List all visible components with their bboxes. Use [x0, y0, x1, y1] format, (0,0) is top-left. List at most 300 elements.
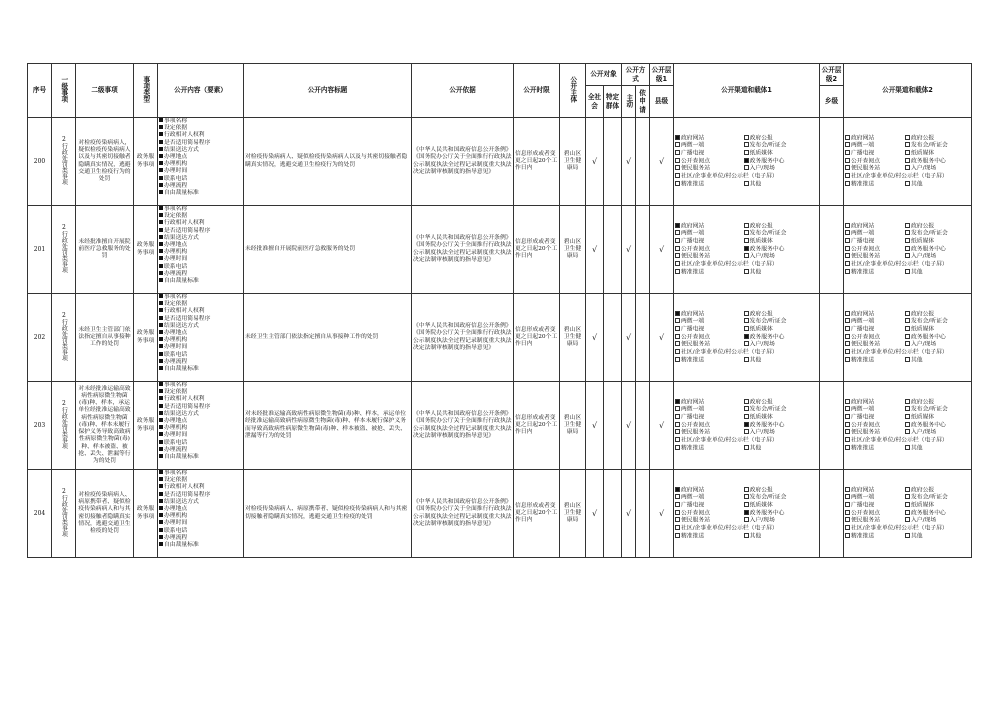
channel-option: [675, 429, 744, 437]
element-item: [159, 528, 242, 535]
channel-option: [744, 253, 775, 261]
bullet-square-icon: [159, 183, 163, 187]
checkbox-empty-icon: [845, 525, 850, 530]
bullet-square-icon: [159, 140, 163, 144]
element-label: 办理地点: [164, 154, 188, 161]
channel-row: [845, 437, 970, 445]
bullet-square-icon: [159, 249, 163, 253]
element-label: 是否适用简易程序: [164, 315, 211, 322]
checkbox-empty-icon: [845, 357, 850, 362]
checkbox-empty-icon: [905, 406, 910, 411]
checkbox-empty-icon: [845, 158, 850, 163]
channel-option: [744, 135, 773, 143]
table-row: [28, 470, 972, 558]
checkbox-empty-icon: [845, 246, 850, 251]
bullet-square-icon: [159, 535, 163, 539]
channel-option: [675, 533, 744, 541]
row-time: 信息形成或者变更之日起20个工作日内: [514, 382, 560, 470]
channel-option: [845, 223, 905, 231]
checkbox-empty-icon: [675, 158, 680, 163]
bullet-square-icon: [159, 484, 163, 488]
bullet-square-icon: [159, 278, 163, 282]
channel-label: 发布会/听证会: [749, 406, 787, 413]
channel-row: [845, 422, 970, 430]
element-label: 办理机构: [164, 249, 188, 256]
bullet-square-icon: [159, 190, 163, 194]
row-elements: [158, 206, 244, 294]
checkbox-empty-icon: [905, 238, 910, 243]
element-label: 联系电话: [164, 351, 188, 358]
channel-label: 入户/现场: [749, 517, 775, 524]
bullet-square-icon: [159, 228, 163, 232]
channel-row: [845, 173, 970, 181]
checkbox-empty-icon: [845, 406, 850, 411]
checkbox-empty-icon: [905, 326, 910, 331]
channel-option: [744, 341, 775, 349]
channel-option: [744, 502, 773, 510]
header-level1-group: 公开层级1: [650, 64, 674, 86]
channel-option: [675, 253, 744, 261]
channel-option: [845, 173, 948, 181]
header-target-all: 全社会: [586, 86, 604, 118]
channel-label: 精准推送: [681, 181, 705, 188]
checkbox-empty-icon: [845, 150, 850, 155]
row-method-request: [636, 118, 650, 206]
bullet-square-icon: [159, 235, 163, 239]
channel-row: [845, 502, 970, 510]
channel-row: [675, 399, 818, 407]
channel-label: 其他: [911, 445, 923, 452]
element-label: 办理时间: [164, 256, 188, 263]
element-item: [159, 440, 242, 447]
channel-label: 政府公报: [911, 487, 935, 494]
channel-option: [744, 494, 787, 502]
channel-label: 广播电视: [681, 326, 705, 333]
channel-option: [905, 445, 923, 453]
checkbox-empty-icon: [845, 173, 850, 178]
header-method: 公开方式: [622, 64, 650, 86]
element-item: [159, 411, 242, 418]
row-channel1: [674, 118, 820, 206]
channel-row: [675, 181, 818, 189]
header-item-type: 事项类型: [134, 64, 158, 118]
channel-label: 政务服务中心: [911, 158, 946, 165]
channel-option: [675, 502, 744, 510]
row-subject: 碧山区卫生健康局: [560, 294, 586, 382]
element-label: 是否适用简易程序: [164, 403, 211, 410]
channel-option: [675, 357, 744, 365]
checkbox-empty-icon: [905, 253, 910, 258]
element-item: [159, 366, 242, 373]
bullet-square-icon: [159, 404, 163, 408]
row-title: 对检疫传染病病人、病原携带者、疑似检疫传染病病人和与其密切接触者隐瞒真实情况，逃避交通卫生检疫的处罚: [244, 470, 412, 558]
element-label: 自由裁量标准: [164, 366, 199, 373]
row-county: √: [650, 470, 674, 558]
checkbox-empty-icon: [905, 181, 910, 186]
checkbox-empty-icon: [675, 269, 680, 274]
header-method-request: 依申请: [636, 86, 650, 118]
header-level1: 一级事项: [52, 64, 76, 118]
channel-option: [675, 150, 744, 158]
element-label: 是否适用简易程序: [164, 139, 211, 146]
channel-label: 广播电视: [851, 326, 875, 333]
checkbox-empty-icon: [905, 334, 910, 339]
row-level1: 2行政处罚类事项: [52, 470, 76, 558]
row-target-specific: [604, 118, 622, 206]
channel-label: 其他: [911, 533, 923, 540]
channel-row: [845, 399, 970, 407]
channel-label: 政务服务中心: [749, 158, 785, 165]
channel-label: 公开查阅点: [681, 422, 710, 429]
bullet-square-icon: [159, 125, 163, 129]
channel-label: 社区/企事业单位/村公示栏（电子屏）: [851, 173, 948, 180]
channel-row: [845, 223, 970, 231]
checkbox-empty-icon: [744, 341, 749, 346]
checkbox-empty-icon: [905, 487, 910, 492]
bullet-square-icon: [159, 418, 163, 422]
channel-option: [845, 422, 905, 430]
row-target-all: √: [586, 294, 604, 382]
row-method-request: [636, 382, 650, 470]
channel-option: [675, 445, 744, 453]
channel-label: 社区/企事业单位/村公示栏（电子屏）: [681, 349, 778, 356]
row-subject: 碧山区卫生健康局: [560, 118, 586, 206]
row-elements: [158, 470, 244, 558]
channel-label: 两微一端: [681, 142, 705, 149]
channel-option: [905, 269, 923, 277]
channel-option: [744, 238, 773, 246]
checkbox-empty-icon: [675, 414, 680, 419]
checkbox-empty-icon: [905, 230, 910, 235]
element-label: 办理流程: [164, 270, 188, 277]
checkbox-empty-icon: [845, 135, 850, 140]
element-label: 办理地点: [164, 242, 188, 249]
header-target-specific: 特定群体: [604, 86, 622, 118]
channel-option: [744, 326, 773, 334]
element-label: 是否适用简易程序: [164, 491, 211, 498]
row-time: 信息形成或者变更之日起20个工作日内: [514, 470, 560, 558]
header-subject: 公开主体: [560, 64, 586, 118]
row-method-request: [636, 294, 650, 382]
bullet-square-icon: [159, 256, 163, 260]
channel-option: [845, 487, 905, 495]
element-item: [159, 535, 242, 542]
bullet-square-icon: [159, 440, 163, 444]
element-item: [159, 323, 242, 330]
checkbox-empty-icon: [744, 318, 749, 323]
channel-row: [845, 414, 970, 422]
checkbox-empty-icon: [905, 517, 910, 522]
channel-label: 社区/企事业单位/村公示栏（电子屏）: [851, 261, 948, 268]
channel-label: 广播电视: [681, 414, 705, 421]
checkbox-empty-icon: [905, 414, 910, 419]
channel-option: [675, 142, 744, 150]
row-township: [820, 294, 844, 382]
row-seq: 202: [28, 294, 52, 382]
checkbox-empty-icon: [845, 422, 850, 427]
channel-label: 入户/现场: [749, 341, 775, 348]
checkbox-empty-icon: [744, 445, 749, 450]
checkbox-empty-icon: [675, 437, 680, 442]
channel-option: [905, 502, 934, 510]
element-label: 设定依据: [164, 389, 188, 396]
channel-option: [675, 494, 744, 502]
channel-option: [905, 165, 936, 173]
channel-option: [905, 533, 923, 541]
channel-label: 公开查阅点: [681, 246, 710, 253]
bullet-square-icon: [159, 425, 163, 429]
channel-row: [675, 437, 818, 445]
channel-label: 发布会/听证会: [749, 494, 787, 501]
channel-option: [744, 165, 775, 173]
element-item: [159, 344, 242, 351]
channel-option: [675, 414, 744, 422]
channel-option: [675, 269, 744, 277]
channel-label: 纸质媒体: [749, 238, 773, 245]
checkbox-empty-icon: [744, 533, 749, 538]
table-row: [28, 206, 972, 294]
element-label: 自由裁量标准: [164, 454, 199, 461]
element-label: 设定依据: [164, 213, 188, 220]
checkbox-empty-icon: [845, 253, 850, 258]
channel-option: [845, 269, 905, 277]
checkbox-empty-icon: [675, 253, 680, 258]
channel-row: [675, 517, 818, 525]
channel-label: 精准推送: [851, 533, 875, 540]
checkbox-empty-icon: [675, 341, 680, 346]
channel-option: [744, 422, 785, 430]
channel-label: 便民服务站: [851, 165, 880, 172]
row-level2: 对检疫传染病病人、病原携带者、疑似检疫传染病病人和与其密切接触者隐瞒真实情况，逃避交通卫生检疫的处罚: [76, 470, 134, 558]
element-label: 设定依据: [164, 477, 188, 484]
element-label: 结果送达方式: [164, 234, 199, 241]
checkbox-empty-icon: [845, 238, 850, 243]
channel-label: 其他: [749, 357, 762, 364]
row-subject: 碧山区卫生健康局: [560, 382, 586, 470]
bullet-square-icon: [159, 382, 163, 386]
checkbox-empty-icon: [744, 269, 749, 274]
row-level1: 2行政处罚类事项: [52, 382, 76, 470]
checkbox-empty-icon: [845, 261, 850, 266]
checkbox-empty-icon: [675, 181, 680, 186]
element-label: 办理时间: [164, 168, 188, 175]
row-channel2: [844, 382, 972, 470]
element-label: 结果送达方式: [164, 410, 199, 417]
channel-label: 政府公报: [911, 311, 935, 318]
element-label: 联系电话: [164, 439, 188, 446]
channel-option: [905, 311, 934, 319]
channel-option: [675, 311, 744, 319]
channel-row: [675, 326, 818, 334]
bullet-square-icon: [159, 213, 163, 217]
channel-option: [675, 406, 744, 414]
channel-label: 政府公报: [749, 135, 773, 142]
channel-row: [845, 326, 970, 334]
channel-option: [744, 533, 762, 541]
element-label: 设定依据: [164, 125, 188, 132]
channel-option: [845, 429, 905, 437]
element-item: [159, 359, 242, 366]
channel-row: [675, 357, 818, 365]
channel-option: [845, 414, 905, 422]
channel-label: 入户/现场: [911, 517, 937, 524]
element-item: [159, 183, 242, 190]
channel-label: 两微一端: [851, 230, 875, 237]
bullet-square-icon: [159, 176, 163, 180]
channel-option: [905, 487, 934, 495]
channel-label: 广播电视: [681, 150, 705, 157]
element-label: 办理时间: [164, 432, 188, 439]
channel-row: [675, 341, 818, 349]
channel-label: 精准推送: [681, 445, 705, 452]
channel-option: [744, 181, 762, 189]
row-seq: 201: [28, 206, 52, 294]
bullet-square-icon: [159, 396, 163, 400]
row-title: 未经批准擅自开展院前医疗急救服务的处罚: [244, 206, 412, 294]
header-content-title: 公开内容标题: [244, 64, 412, 118]
channel-label: 公开查阅点: [851, 246, 880, 253]
bullet-square-icon: [159, 147, 163, 151]
channel-option: [905, 510, 946, 518]
channel-label: 纸质媒体: [911, 150, 935, 157]
channel-row: [675, 414, 818, 422]
channel-row: [845, 406, 970, 414]
channel-label: 政务服务中心: [749, 246, 785, 253]
channel-label: 政务服务中心: [749, 422, 785, 429]
element-item: [159, 271, 242, 278]
row-elements: [158, 294, 244, 382]
channel-label: 公开查阅点: [681, 510, 710, 517]
row-level2: 未经批准擅自开展院前医疗急救服务的处罚: [76, 206, 134, 294]
channel-row: [675, 406, 818, 414]
bullet-square-icon: [159, 294, 163, 298]
channel-row: [845, 135, 970, 143]
checkbox-empty-icon: [744, 238, 749, 243]
channel-label: 社区/企事业单位/村公示栏（电子屏）: [681, 437, 778, 444]
row-level2: 对未经批准运输高致病性病原微生物菌(毒)种、样本，承运单位经批准运输高致病性病原微生物菌(毒)种、样本未履行保护义务导致高致病性病原微生物菌(毒)种、样本被盗、被抢、丢失、泄漏等行为的处罚: [76, 382, 134, 470]
checkbox-empty-icon: [744, 326, 749, 331]
channel-label: 政府网站: [851, 135, 875, 142]
bullet-square-icon: [159, 206, 163, 210]
bullet-square-icon: [159, 308, 163, 312]
checkbox-checked-icon: [675, 399, 680, 404]
channel-row: [675, 318, 818, 326]
bullet-square-icon: [159, 411, 163, 415]
channel-label: 广播电视: [851, 238, 875, 245]
channel-row: [675, 334, 818, 342]
channel-label: 政府网站: [851, 311, 875, 318]
row-seq: 204: [28, 470, 52, 558]
channel-label: 其他: [749, 445, 762, 452]
checkbox-empty-icon: [905, 422, 910, 427]
bullet-square-icon: [159, 542, 163, 546]
channel-label: 入户/现场: [911, 341, 937, 348]
channel-row: [675, 230, 818, 238]
row-type: 政务服务事项: [134, 118, 158, 206]
channel-label: 其他: [911, 269, 923, 276]
checkbox-empty-icon: [845, 349, 850, 354]
checkbox-empty-icon: [675, 142, 680, 147]
channel-label: 便民服务站: [681, 165, 710, 172]
channel-label: 政府网站: [851, 487, 875, 494]
checkbox-empty-icon: [845, 142, 850, 147]
channel-option: [744, 230, 787, 238]
channel-label: 纸质媒体: [749, 414, 773, 421]
row-level1: 2行政处罚类事项: [52, 118, 76, 206]
checkbox-empty-icon: [675, 357, 680, 362]
channel-label: 精准推送: [851, 357, 875, 364]
bullet-square-icon: [159, 242, 163, 246]
channel-option: [845, 510, 905, 518]
channel-row: [845, 311, 970, 319]
channel-label: 发布会/听证会: [911, 142, 948, 149]
checkbox-empty-icon: [744, 414, 749, 419]
checkbox-empty-icon: [845, 510, 850, 515]
checkbox-empty-icon: [675, 502, 680, 507]
channel-option: [675, 318, 744, 326]
element-label: 结果送达方式: [164, 498, 199, 505]
channel-option: [675, 510, 744, 518]
channel-label: 政府公报: [749, 399, 773, 406]
row-method-active: √: [622, 294, 636, 382]
element-item: [159, 140, 242, 147]
checkbox-empty-icon: [845, 533, 850, 538]
checkbox-empty-icon: [905, 399, 910, 404]
checkbox-empty-icon: [845, 414, 850, 419]
checkbox-empty-icon: [744, 311, 749, 316]
checkbox-empty-icon: [845, 341, 850, 346]
checkbox-empty-icon: [675, 510, 680, 515]
row-basis: 《中华人民共和国政府信息公开条例》 《国务院办公厅关于全面推行行政执法公示制度执法全过程记录制度重大执法决定法制审核制度的指导意见》: [412, 382, 514, 470]
row-type: 政务服务事项: [134, 470, 158, 558]
checkbox-empty-icon: [845, 334, 850, 339]
checkbox-empty-icon: [744, 150, 749, 155]
channel-label: 公开查阅点: [681, 158, 710, 165]
channel-option: [845, 246, 905, 254]
channel-option: [905, 494, 948, 502]
channel-option: [905, 223, 934, 231]
channel-row: [845, 429, 970, 437]
checkbox-empty-icon: [845, 181, 850, 186]
channel-row: [675, 502, 818, 510]
channel-option: [845, 158, 905, 166]
element-label: 办理地点: [164, 330, 188, 337]
bullet-square-icon: [159, 477, 163, 481]
channel-option: [905, 422, 946, 430]
channel-label: 公开查阅点: [681, 334, 710, 341]
channel-label: 便民服务站: [681, 429, 710, 436]
channel-label: 政府公报: [911, 135, 935, 142]
channel-row: [675, 445, 818, 453]
channel-label: 发布会/听证会: [749, 318, 787, 325]
element-label: 行政相对人权利: [164, 220, 205, 227]
channel-option: [845, 525, 948, 533]
channel-option: [744, 445, 762, 453]
channel-option: [675, 487, 744, 495]
row-time: 信息形成或者变更之日起20个工作日内: [514, 118, 560, 206]
channel-option: [675, 261, 778, 269]
channel-option: [675, 422, 744, 430]
channel-option: [675, 135, 744, 143]
channel-label: 精准推送: [681, 533, 705, 540]
row-title: 对检疫传染病病人、疑似检疫传染病病人以及与其密切接触者隐瞒真实情况，逃避交通卫生检疫行为的处罚: [244, 118, 412, 206]
channel-label: 公开查阅点: [851, 422, 880, 429]
row-target-specific: [604, 382, 622, 470]
channel-row: [675, 238, 818, 246]
channel-option: [675, 223, 744, 231]
bullet-square-icon: [159, 454, 163, 458]
channel-label: 入户/现场: [749, 429, 775, 436]
